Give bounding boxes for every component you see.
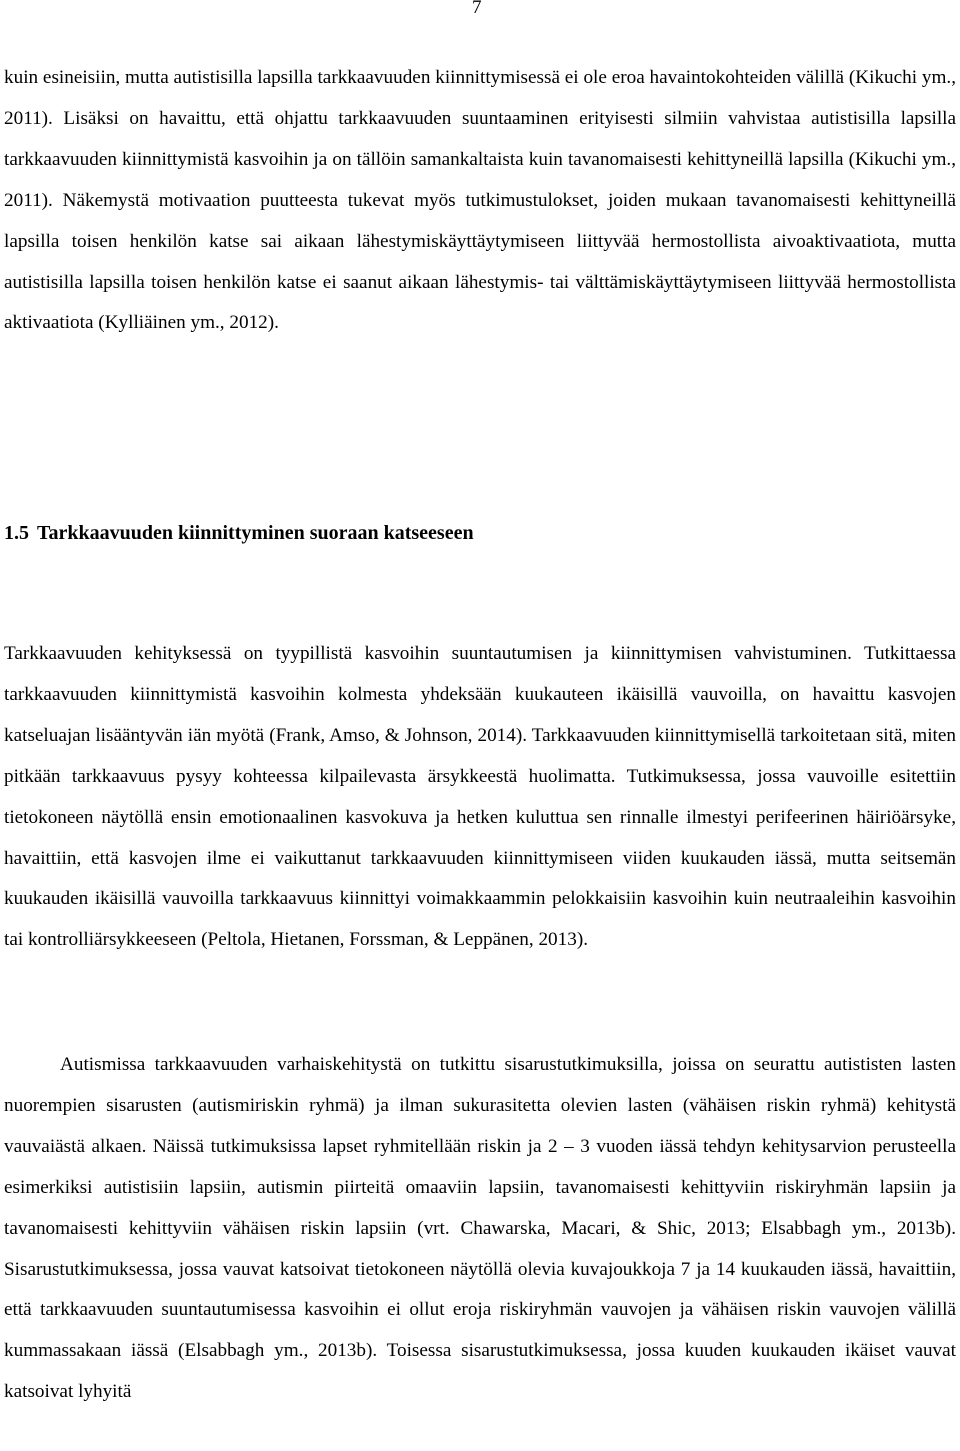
section-number: 1.5 — [4, 522, 29, 544]
section-title: Tarkkaavuuden kiinnittyminen suoraan katseeseen — [37, 522, 474, 544]
body-paragraph-3: Autismissa tarkkaavuuden varhaiskehitystä on tutkittu sisarustutkimuksilla, joissa on seurattu autististen lasten nuorempien sisarusten (autismiriskin ryhmä) ja ilman sukurasitetta olevien lasten (vähäisen riskin ryhmä) kehitystä vauvaiästä alkaen. Näissä tutkimuksissa lapset ryhmitellään riskin ja 2 – 3 vuoden iässä tehdyn kehitysarvion perusteella esimerkiksi autistisiin lapsiin, autismin piirteitä omaaviin lapsiin, tavanomaisesti kehittyviin riskiryhmän lapsiin ja tavanomaisesti kehittyviin vähäisen riskin lapsiin (vrt. Chawarska, Macari, & Shic, 2013; Elsabbagh ym., 2013b). Sisarustutkimuksessa, jossa vauvat katsoivat tietokoneen näytöllä olevia kuvajoukkoja 7 ja 14 kuukauden iässä, havaittiin, että tarkkaavuuden suuntautumisessa kasvoihin ei ollut eroja riskiryhmän vauvojen ja vähäisen riskin vauvojen välillä kummassakaan iässä (Elsabbagh ym., 2013b). Toisessa sisarustutkimuksessa, jossa kuuden kuukauden ikäiset vauvat katsoivat lyhyitä — [4, 1054, 956, 1403]
section-heading — [4, 515, 474, 551]
body-paragraph-2: Tarkkaavuuden kehityksessä on tyypillistä kasvoihin suuntautumisen ja kiinnittymisen vahvistuminen. Tutkittaessa tarkkaavuuden kiinnittymistä kasvoihin kolmesta yhdeksään kuukauteen ikäisillä vauvoilla, on havaittu kasvojen katseluajan lisääntyvän iän myötä (Frank, Amso, & Johnson, 2014). Tarkkaavuuden kiinnittymisellä tarkoitetaan sitä, miten pitkään tarkkaavuus pysyy kohteessa kilpailevasta ärsykkeestä huolimatta. Tutkimuksessa, jossa vauvoille esitettiin tietokoneen näytöllä ensin emotionaalinen kasvokuva ja hetken kuluttua sen rinnalle ilmestyi perifeerinen häiriöärsyke, havaittiin, että kasvojen ilme ei vaikuttanut tarkkaavuuden kiinnittymiseen viiden kuukauden iässä, mutta seitsemän kuukauden ikäisillä vauvoilla tarkkaavuus kiinnittyi voimakkaammin pelokkaisiin kasvoihin kuin neutraaleihin kasvoihin tai kontrolliärsykkeeseen (Peltola, Hietanen, Forssman, & Leppänen, 2013). — [4, 643, 956, 951]
page-number: 7 — [472, 0, 482, 18]
body-paragraph-1: kuin esineisiin, mutta autistisilla lapsilla tarkkaavuuden kiinnittymisessä ei ole eroa havaintokohteiden välillä (Kikuchi ym., 2011). Lisäksi on havaittu, että ohjattu tarkkaavuuden suuntaaminen erityisesti silmiin vahvistaa autistisilla lapsilla tarkkaavuuden kiinnittymistä kasvoihin ja on tällöin samankaltaista kuin tavanomaisesti kehittyneillä lapsilla (Kikuchi ym., 2011). Näkemystä motivaation puutteesta tukevat myös tutkimustulokset, joiden mukaan tavanomaisesti kehittyneillä lapsilla toisen henkilön katse sai aikaan lähestymiskäyttäytymiseen liittyvää hermostollista aivoaktivaatiota, mutta autistisilla lapsilla toisen henkilön katse ei saanut aikaan lähestymis- tai välttämiskäyttäytymiseen liittyvää hermostollista aktivaatiota (Kylliäinen ym., 2012). — [4, 67, 956, 334]
